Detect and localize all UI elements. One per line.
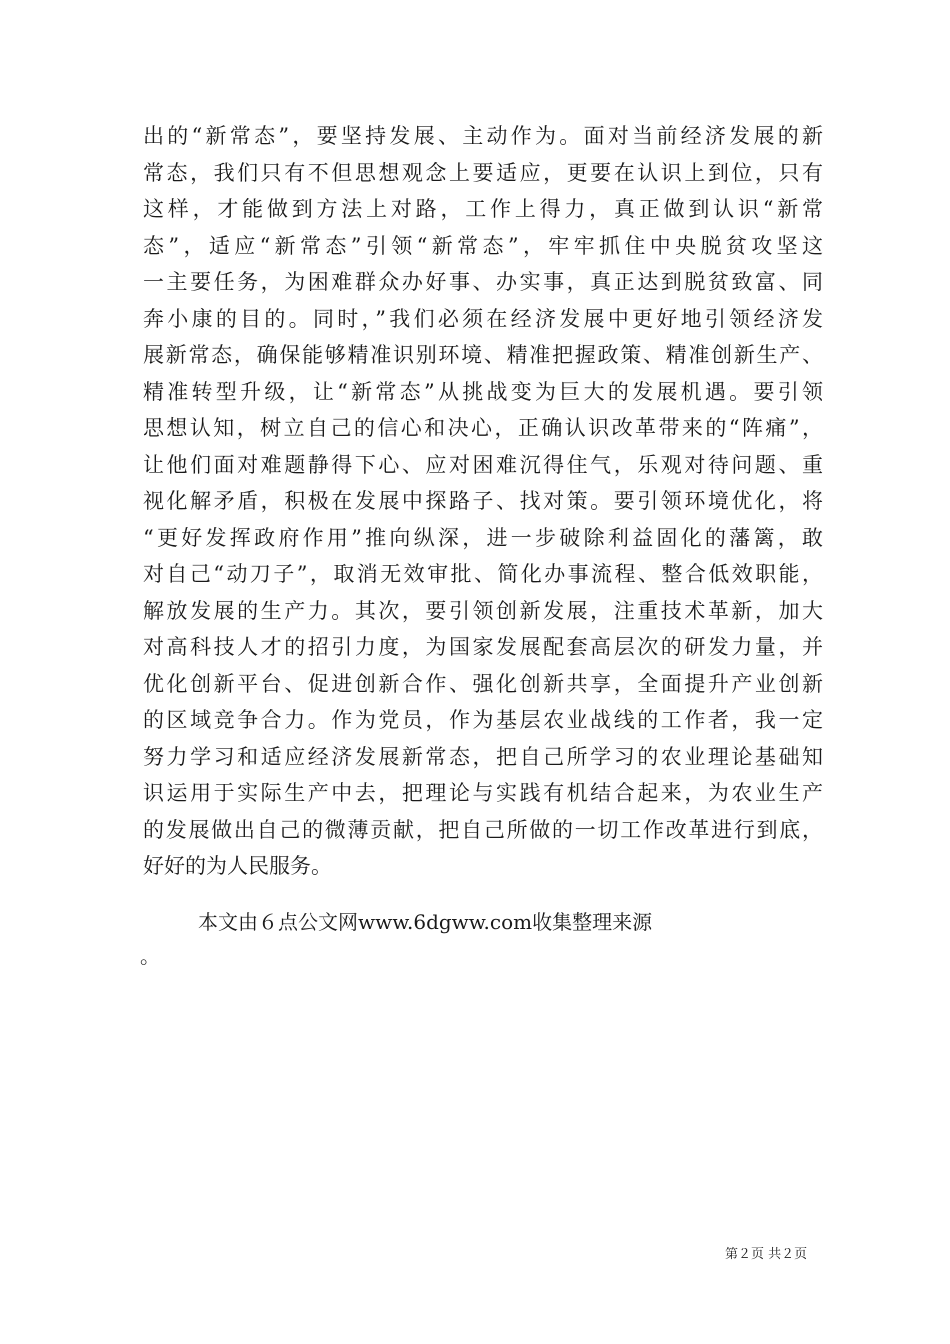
text-line: 展新常态，确保能够精准识别环境、精准把握政策、精准创新生产、 [143,343,823,367]
text-line: 这样，才能做到方法上对路，工作上得力，真正做到认识“新常 [143,197,823,221]
text-line: 好好的为人民服务。 [143,854,332,878]
text-line: 让他们面对难题静得下心、应对困难沉得住气，乐观对待问题、重 [143,452,823,477]
text-line: 的区域竞争合力。作为党员，作为基层农业战线的工作者，我一定 [143,708,823,732]
text-line: 奔小康的目的。同时，”我们必须在经济发展中更好地引领经济发 [143,306,823,331]
text-line: 努力学习和适应经济发展新常态，把自己所学习的农业理论基础知 [143,744,823,769]
text-line: 识运用于实际生产中去，把理论与实践有机结合起来，为农业生产 [143,781,823,805]
source-note: 本文由６点公文网www.6dgww.com收集整理来源 [198,910,653,934]
text-line: 出的“新常态”，要坚持发展、主动作为。面对当前经济发展的新 [143,124,823,148]
text-line: 一主要任务，为困难群众办好事、办实事，真正达到脱贫致富、同 [143,270,823,294]
body-paragraph [143,118,823,885]
text-line: 思想认知，树立自己的信心和决心，正确认识改革带来的“阵痛”， [143,416,823,440]
text-line: 常态，我们只有不但思想观念上要适应，更要在认识上到位，只有 [143,160,823,185]
text-line: 优化创新平台、促进创新合作、强化创新共享，全面提升产业创新 [143,671,823,696]
source-note-tail: 。 [140,944,160,968]
page-footer: 第２页 共２页 [725,1247,808,1262]
text-line: 解放发展的生产力。其次，要引领创新发展，注重技术革新，加大 [143,598,823,623]
text-line: 对高科技人才的招引力度，为国家发展配套高层次的研发力量，并 [143,635,823,659]
text-line: 态”，适应“新常态”引领“新常态”，牢牢抓住中央脱贫攻坚这 [143,233,823,258]
text-line: 对自己“动刀子”，取消无效审批、简化办事流程、整合低效职能， [143,562,823,586]
text-line: 的发展做出自己的微薄贡献，把自己所做的一切工作改革进行到底， [143,817,823,842]
text-line: 视化解矛盾，积极在发展中探路子、找对策。要引领环境优化，将 [143,489,823,513]
text-line: “更好发挥政府作用”推向纵深，进一步破除利益固化的藩篱，敢 [143,525,823,550]
text-line: 精准转型升级，让“新常态”从挑战变为巨大的发展机遇。要引领 [143,379,823,404]
